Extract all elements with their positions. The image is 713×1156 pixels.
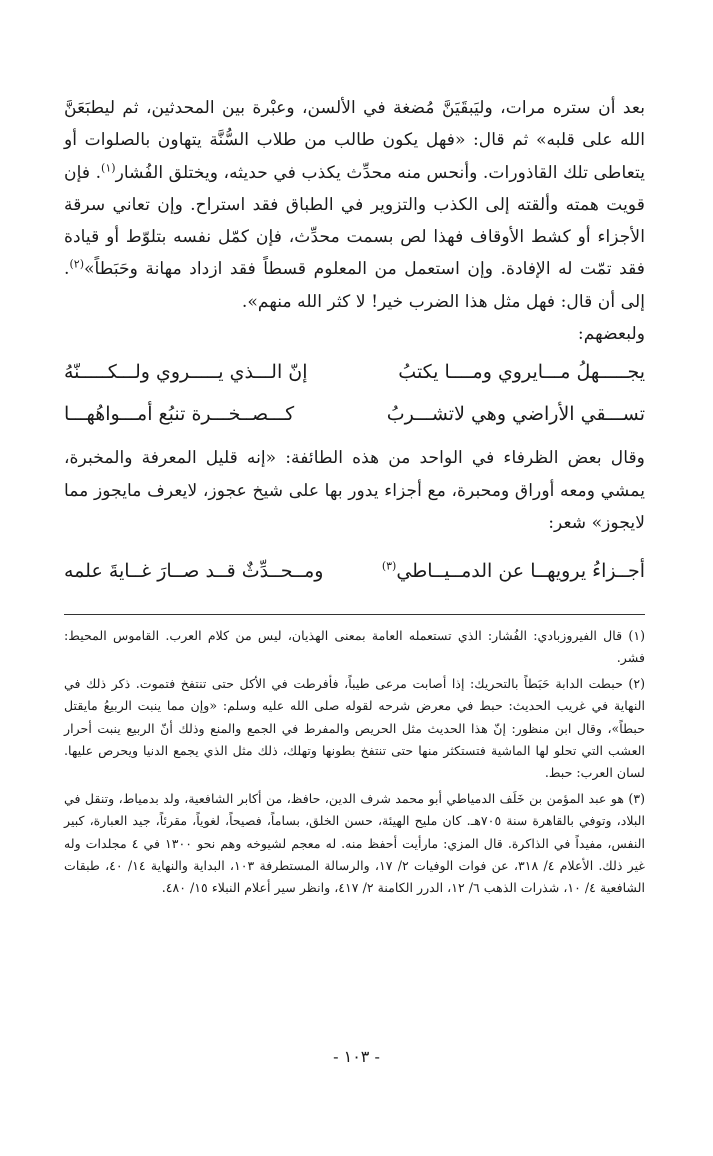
footnote-divider: [64, 614, 645, 615]
verse-3-first-hemistich: ومــحــدِّثٌ قــد صــارَ غــايةَ علمه: [64, 560, 324, 583]
verse-intro: ولبعضهم:: [577, 324, 645, 345]
verse-1-second-hemistich: يجـــــهلُ مـــايروي ومــــا يكتبُ: [398, 361, 645, 384]
footnote-1: (١) قال الفيروزبادي: الفُشار: الذي تستعمله العامة بمعنى الهذيان، ليس من كلام العرب. القاموس المحيط: فشر.: [64, 628, 645, 666]
footnote-2: (٢) حبطت الدابة حَبَطاً بالتحريك: إذا أصابت مرعى طيباً، فأفرطت في الأكل حتى تنتفخ فتموت. ذكر ذلك في النهاية في غريب الحديث: حبط في معرض شرحه لقوله صلى الله عليه وسلم: «وإن مما ينبت الربيعُ مايقتل حبطاً»، وقال ابن منظور: إنّ هذا الحديث مثل الحريص والمفرط في الجمع والمنع وذلك أنّ الربيع ينبت أحرار العشب التي تحلو لها الماشية فتستكثر منها حتى تنتفخ بطونها وتهلك، ذلك مثل الذي يجمع الدنيا ويحرص عليها. لسان العرب: حبط.: [64, 675, 645, 781]
footnotes: [64, 625, 645, 903]
verse-2-second-hemistich: تســـقي الأراضي وهي لاتشـــربُ: [386, 403, 645, 426]
page-number: - ١٠٣ -: [333, 1047, 380, 1066]
footnote-ref-2: (٢): [69, 257, 84, 271]
verse-line-1: [64, 352, 645, 392]
paragraph-1-continued: . فإن قويت همته وألقته إلى الكذب والتزوير في الطباق فقد استراح. وإن تعاني سرقة الأجزاء أو كشط الأوقاف فهذا لص بسمت محدِّث، فإن كمّل نفسه بتلوّط أو قيادة فقد تمّت له الإفادة. وإن استعمل من المعلوم قسطاً فقد ازداد مهانة وحَبَطاً»: [64, 162, 645, 280]
paragraph-1-tail: . إلى أن قال: فهل مثل هذا الضرب خير! لا كثر الله منهم».: [64, 259, 645, 312]
paragraph-1: [64, 92, 645, 318]
footnote-ref-3: (٣): [381, 559, 397, 573]
verse-2-first-hemistich: كـــصــخـــرة تنبُع أمـــواهُهـــا: [64, 403, 295, 426]
main-text: [64, 92, 645, 591]
paragraph-2: وقال بعض الظرفاء في الواحد من هذه الطائفة: «إنه قليل المعرفة والمخبرة، يمشي ومعه أوراق ومحبرة، مع أجزاء يدور بها على شيخ عجوز، لايعرف مايجوز مما لايجوز» شعر:: [64, 448, 645, 533]
verse-3-second-hemistich: [382, 551, 645, 591]
footnote-3: (٣) هو عبد المؤمن بن خَلَف الدمياطي أبو محمد شرف الدين، حافظ، من أكابر الشافعية، ولد بدمياط، وتنقل في البلاد، وتوفي بالقاهرة سنة ٧٠٥هـ. كان مليح الهيئة، حسن الخلق، بساماً، فصيحاً، لغوياً، مقرئاً، جيد العبارة، كبير النفس، مفيداً في الذاكرة. قال المزي: مارأيت أحفظ منه. له معجم لشيوخه وهم نحو ١٣٠٠ في ٤ مجلدات وله غير ذلك. الأعلام ٤/ ٣١٨، عن فوات الوفيات ٢/ ١٧، والرسالة المستطرفة ١٠٣، البداية والنهاية ١٤/ ٤٠، طبقات الشافعية ٤/ ١٠، شذرات الذهب ٦/ ١٢، الدرر الكامنة ٢/ ٤١٧، وانظر سير أعلام النبلاء ١٥/ ٤٨٠.: [64, 790, 646, 896]
verse-line-3: [64, 551, 645, 591]
verse-line-2: [64, 394, 645, 434]
footnote-ref-1: (١): [101, 160, 116, 174]
verse-3-second-text: أجــزاءُ يرويهــا عن الدمــيــاطي: [396, 560, 645, 583]
verse-1-first-hemistich: إنّ الـــذي يـــــروي ولـــكـــــنّهُ: [64, 361, 308, 384]
paragraph-1-text: بعد أن ستره مرات، وليَبقَيَنَّ مُضغة في الألسن، وعبْرة بين المحدثين، ثم ليطبَعَنَّ الله على قلبه» ثم قال: «فهل يكون طالب من طلاب السُّنَّة يتهاون بالصلوات أو يتعاطى تلك القاذورات. وأنحس منه محدِّث يكذب في حديثه، ويختلق الفُشار: [64, 98, 645, 183]
